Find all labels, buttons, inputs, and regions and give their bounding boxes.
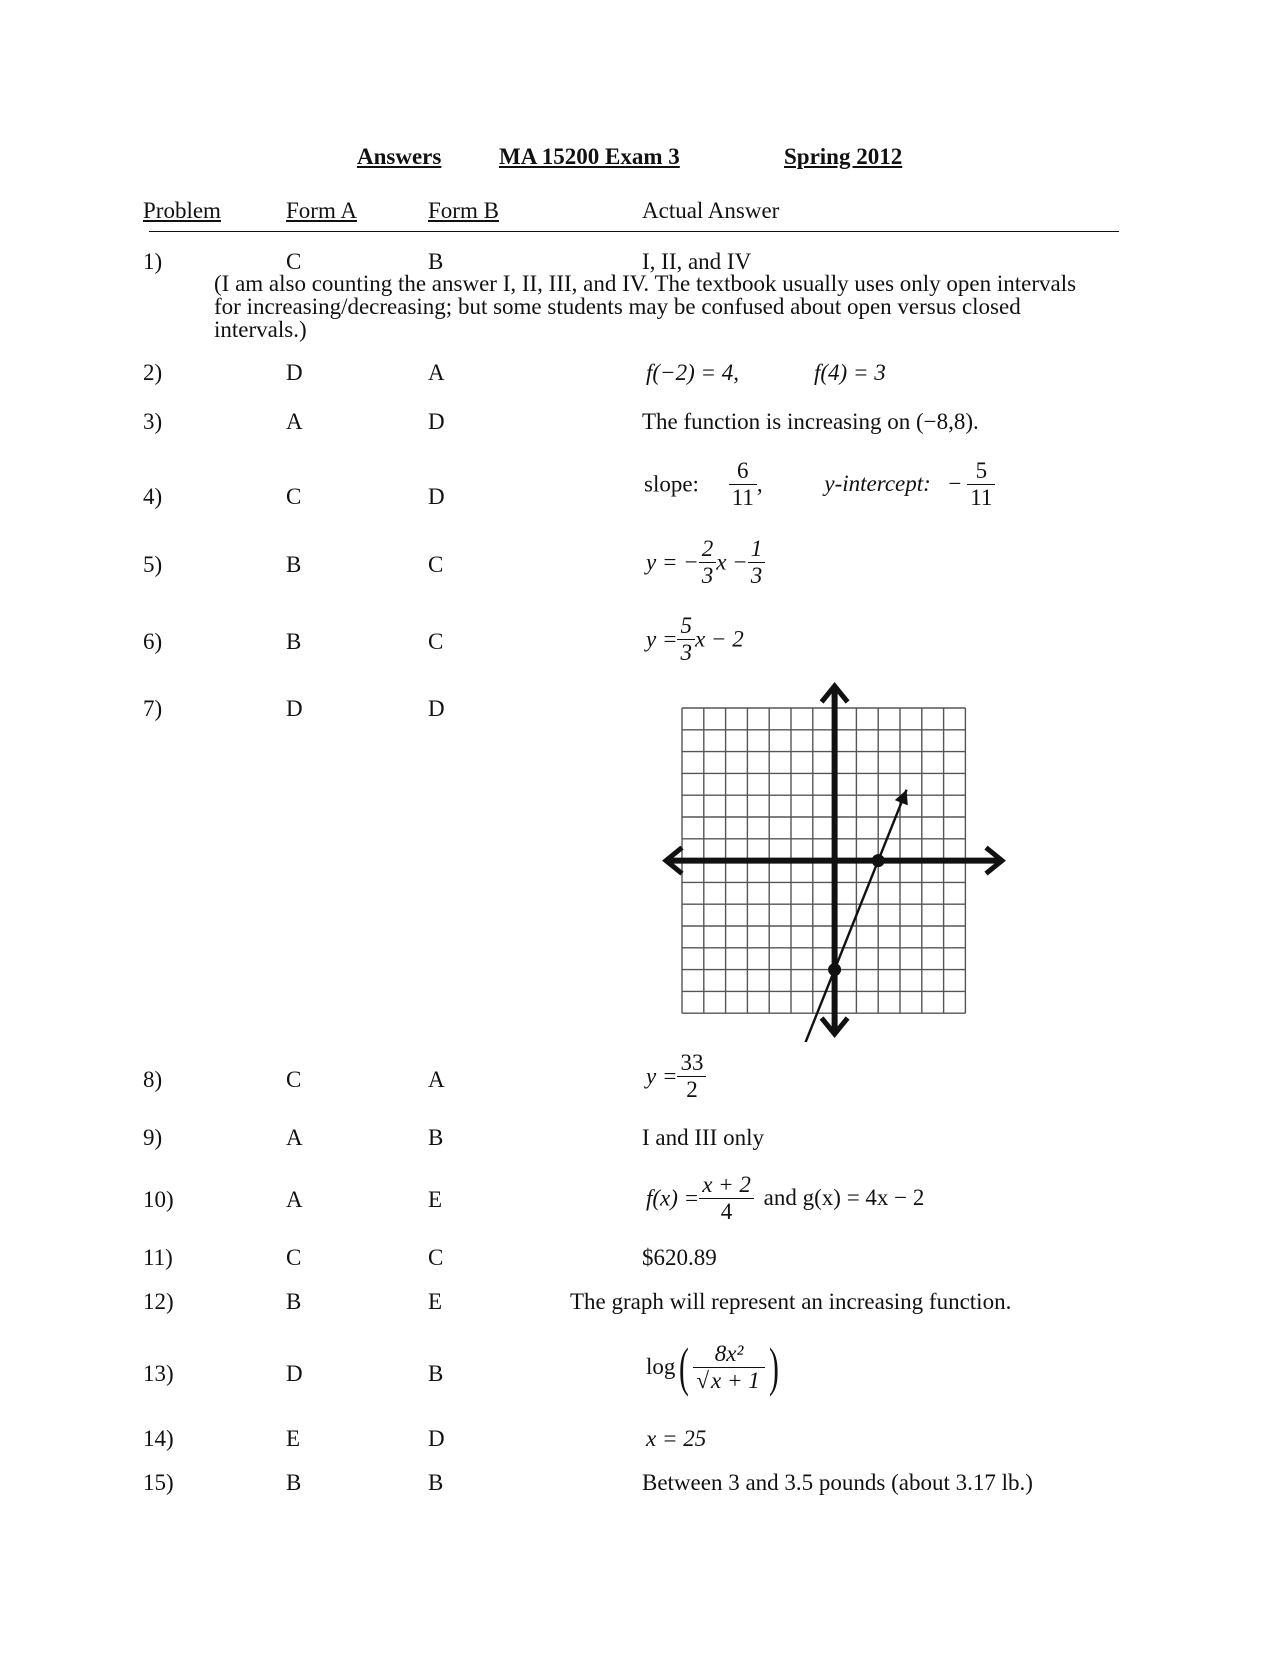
row-5-mid: x − [716,549,748,575]
row-2-num: 2) [143,360,163,385]
row-13-fraction [693,1341,764,1394]
col-actual-answer: Actual Answer [642,198,780,223]
row-2-form-a: D [286,360,303,385]
row-8-answer [646,1050,706,1103]
row-4-form-a: C [286,484,302,509]
row-15-form-a: B [286,1470,302,1495]
row-1-note-line: (I am also counting the answer I, II, III, and IV. The textbook usually uses only open intervals [214,271,1077,296]
row-2-answer-part2: f(4) = 3 [814,360,886,385]
row-5-answer [646,536,765,589]
col-form-a: Form A [286,198,357,223]
graph-axes [666,686,1002,1034]
col-problem: Problem [143,198,221,223]
row-15-form-b: B [428,1470,444,1495]
row-6-rest: x − 2 [694,626,744,652]
fraction-numerator: 2 [701,536,714,561]
row-12-num: 12) [143,1289,174,1314]
row-4-yint-label: y-intercept: [824,471,931,497]
row-5-lhs: y = − [646,549,699,575]
row-4-yint-sign: − [948,471,962,497]
row-1-answer: I, II, and IV [642,249,752,274]
row-10-num: 10) [143,1187,174,1212]
row-5-fraction-2 [748,536,766,589]
row-6-answer [646,613,744,666]
row-7-num: 7) [143,696,163,721]
row-1-note-line: intervals.) [214,317,307,342]
row-8-num: 8) [143,1067,163,1092]
fraction-denominator: 2 [677,1076,706,1103]
row-6-form-b: C [428,629,444,654]
row-1-num: 1) [143,249,163,274]
row-11-form-b: C [428,1245,444,1270]
fraction-numerator: x + 2 [702,1172,751,1197]
fraction-denominator: 3 [699,562,717,589]
row-14-form-a: E [286,1426,301,1451]
fraction-denominator: 3 [748,562,766,589]
row-3-answer [642,409,979,435]
fraction-numerator: 33 [680,1050,704,1075]
fraction-numerator: 6 [737,458,749,483]
right-paren: ) [768,1337,779,1397]
fraction-denominator: √x + 1 [693,1367,764,1394]
row-5-num: 5) [143,552,163,577]
header-answers: Answers [357,144,442,169]
row-2-form-b: A [428,360,445,385]
row-3-answer-interval: (−8,8). [916,409,979,434]
function-line [789,790,907,1042]
row-14-form-b: D [428,1426,445,1451]
row-10-lhs: f(x) = [646,1185,700,1211]
row-10-answer [646,1172,924,1225]
graph-point [828,963,841,976]
row-11-answer: $620.89 [642,1245,717,1270]
row-13-form-b: B [428,1361,444,1386]
row-1-form-a: C [286,249,302,274]
fraction-numerator: 5 [680,613,692,638]
row-9-form-b: B [428,1125,444,1150]
row-13-form-a: D [286,1361,303,1386]
row-3-form-b: D [428,409,445,434]
fraction-denominator: 3 [677,639,695,666]
header-underline [149,231,1119,232]
graph-function-line [788,790,908,1042]
row-2-answer-part1: f(−2) = 4, [646,360,739,385]
row-11-num: 11) [143,1245,173,1270]
row-7-form-b: D [428,696,445,721]
row-8-form-a: C [286,1067,302,1092]
row-8-lhs: y = [646,1063,678,1089]
row-10-rest: and g(x) = 4x − 2 [763,1185,925,1211]
row-6-lhs: y = [646,626,678,652]
row-12-answer: The graph will represent an increasing function. [570,1289,1012,1314]
row-13-answer [646,1337,783,1397]
row-10-fraction [699,1172,754,1225]
row-13-log: log [646,1354,676,1379]
row-4-answer [644,458,995,511]
row-15-answer: Between 3 and 3.5 pounds (about 3.17 lb.) [642,1470,1033,1495]
row-8-fraction [677,1050,706,1103]
fraction-denominator: 11 [967,484,995,511]
row-8-form-b: A [428,1067,445,1092]
row-12-form-a: B [286,1289,302,1314]
fraction-numerator: 1 [750,536,763,561]
row-1-note [214,272,1076,341]
row-15-num: 15) [143,1470,174,1495]
row-12-form-b: E [428,1289,443,1314]
row-4-num: 4) [143,484,163,509]
row-13-num: 13) [143,1361,174,1386]
row-4-slope-comma: , [756,471,763,497]
row-3-form-a: A [286,409,303,434]
row-6-form-a: B [286,629,302,654]
fraction-numerator: 8x² [714,1340,744,1366]
sqrt-argument: x + 1 [711,1367,760,1393]
row-10-form-a: A [286,1187,303,1212]
row-9-answer: I and III only [642,1125,764,1150]
row-11-form-a: C [286,1245,302,1270]
col-form-b: Form B [428,198,499,223]
row-1-note-line: for increasing/decreasing; but some students may be confused about open versus closed [214,294,1021,319]
row-5-fraction-1 [699,536,717,589]
row-1-form-b: B [428,249,444,274]
row-4-slope-label: slope: [644,471,699,497]
row-5-form-b: C [428,552,444,577]
fraction-denominator: 11 [729,484,757,511]
row-7-answer-graph [660,680,1010,1042]
row-6-fraction [677,613,695,666]
row-9-num: 9) [143,1125,163,1150]
header-term: Spring 2012 [784,144,903,169]
header-course: MA 15200 Exam 3 [499,144,680,169]
row-7-form-a: D [286,696,303,721]
fraction-denominator: 4 [699,1198,754,1225]
row-9-form-a: A [286,1125,303,1150]
row-3-answer-text: The function is increasing on [642,409,911,434]
row-5-form-a: B [286,552,302,577]
row-4-form-b: D [428,484,445,509]
fraction-numerator: 5 [975,458,988,483]
row-4-slope-fraction [729,458,757,511]
graph-point [872,854,885,867]
row-6-num: 6) [143,629,163,654]
row-10-form-b: E [428,1187,443,1212]
row-14-answer: x = 25 [646,1426,707,1451]
row-4-yint-fraction [967,458,995,511]
row-14-num: 14) [143,1426,174,1451]
left-paren: ( [679,1337,690,1397]
row-3-num: 3) [143,409,163,434]
